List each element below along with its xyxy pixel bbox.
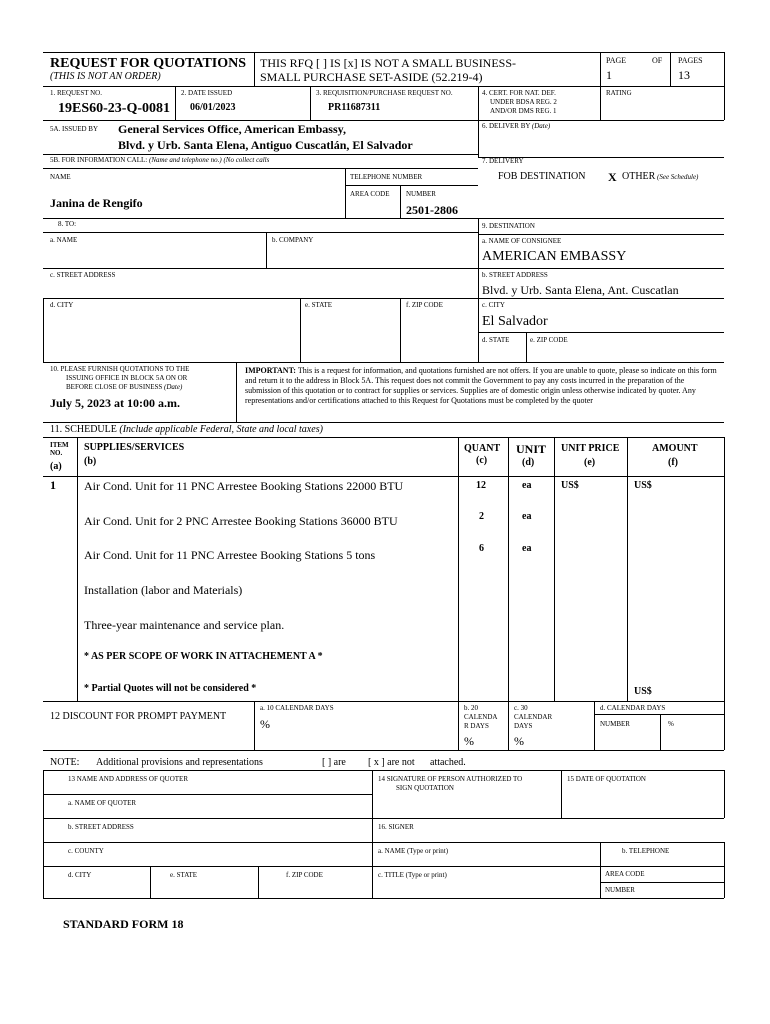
date-issued-label: 2. DATE ISSUED bbox=[181, 89, 233, 97]
destination-street: Blvd. y Urb. Santa Elena, Ant. Cuscatlan bbox=[482, 283, 679, 297]
col-price-header: UNIT PRICE bbox=[561, 443, 620, 454]
form-subtitle: (THIS IS NOT AN ORDER) bbox=[50, 71, 161, 82]
quotation-due-date: July 5, 2023 at 10:00 a.m. bbox=[50, 396, 180, 410]
line-item-qty: 2 bbox=[479, 511, 484, 522]
col-supplies-header: SUPPLIES/SERVICES bbox=[84, 442, 185, 453]
note-are-not: [ x ] are not bbox=[368, 757, 415, 768]
issued-by-line1: General Services Office, American Embassy, bbox=[118, 122, 346, 136]
of-label: OF bbox=[652, 56, 663, 65]
discount-30-pct: % bbox=[514, 734, 524, 748]
rfq-set-aside-line2: SMALL PURCHASE SET-ASIDE (52.219-4) bbox=[260, 70, 483, 84]
rating-label: RATING bbox=[606, 89, 632, 97]
contact-number: 2501-2806 bbox=[406, 203, 458, 217]
discount-20-pct: % bbox=[464, 734, 474, 748]
line-item-unit: ea bbox=[522, 543, 532, 554]
quoter-name-label: a. NAME OF QUOTER bbox=[68, 799, 137, 807]
deliver-by-note: (Date) bbox=[531, 122, 551, 130]
info-name-label: NAME bbox=[50, 173, 71, 181]
furnish-line2: ISSUING OFFICE IN BLOCK 5A ON OR bbox=[66, 374, 188, 382]
form-name: STANDARD FORM 18 bbox=[63, 917, 184, 931]
schedule-note: (Include applicable Federal, State and local taxes) bbox=[119, 424, 323, 435]
delivery-other-note: (See Schedule) bbox=[657, 173, 699, 181]
important-notice bbox=[245, 366, 720, 406]
note-are: [ ] are bbox=[322, 757, 346, 768]
col-price-letter: (e) bbox=[584, 457, 596, 468]
furnish-line3-text: BEFORE CLOSE OF BUSINESS bbox=[66, 383, 163, 391]
total-currency: US$ bbox=[634, 686, 652, 697]
pages-label: PAGES bbox=[678, 56, 703, 65]
furnish-line3-note: (Date) bbox=[164, 383, 183, 391]
telephone-label: TELEPHONE NUMBER bbox=[350, 173, 423, 181]
col-quant-header: QUANT bbox=[464, 443, 501, 454]
discount-days-pct: % bbox=[668, 720, 674, 728]
signature-label-1: 14 SIGNATURE OF PERSON AUTHORIZED TO bbox=[378, 775, 523, 783]
quoter-city-label: d. CITY bbox=[68, 871, 92, 879]
discount-label: 12 DISCOUNT FOR PROMPT PAYMENT bbox=[50, 711, 227, 722]
area-code-label: AREA CODE bbox=[350, 190, 390, 198]
line-item-text: Air Cond. Unit for 11 PNC Arrestee Booking Stations 22000 BTU bbox=[84, 479, 404, 493]
destination-state-label: d. STATE bbox=[482, 336, 510, 344]
scope-note: * AS PER SCOPE OF WORK IN ATTACHEMENT A * bbox=[84, 651, 323, 662]
discount-days-number: NUMBER bbox=[600, 720, 630, 728]
partial-quote-note: * Partial Quotes will not be considered * bbox=[84, 683, 257, 694]
line-item-unit: ea bbox=[522, 480, 532, 491]
cert-label-1: 4. CERT. FOR NAT. DEF. bbox=[482, 89, 556, 97]
contact-name: Janina de Rengifo bbox=[50, 196, 143, 210]
issued-by-label: 5A. ISSUED BY bbox=[50, 125, 99, 133]
signature-label-2: SIGN QUOTATION bbox=[396, 784, 454, 792]
quoter-county-label: c. COUNTY bbox=[68, 847, 104, 855]
col-item-header: ITEM bbox=[50, 441, 69, 449]
furnish-line1: 10. PLEASE FURNISH QUOTATIONS TO THE bbox=[50, 365, 190, 373]
amount-currency: US$ bbox=[634, 480, 652, 491]
line-item-qty: 6 bbox=[479, 543, 484, 554]
important-label: IMPORTANT: bbox=[245, 366, 296, 375]
requisition-label: 3. REQUISITION/PURCHASE REQUEST NO. bbox=[316, 89, 453, 97]
fob-destination: FOB DESTINATION bbox=[498, 171, 586, 182]
note-attached: attached. bbox=[430, 757, 466, 768]
discount-10-days-pct: % bbox=[260, 717, 270, 731]
info-call-label bbox=[50, 157, 269, 164]
signer-area-code-label: AREA CODE bbox=[605, 870, 645, 878]
signer-number-label: NUMBER bbox=[605, 886, 635, 894]
discount-20-line2: CALENDA bbox=[464, 713, 498, 721]
to-street-label: c. STREET ADDRESS bbox=[50, 271, 116, 279]
item-number: 1 bbox=[50, 478, 56, 492]
line-item-text: Air Cond. Unit for 2 PNC Arrestee Booking Stations 36000 BTU bbox=[84, 514, 398, 528]
schedule-title: 11. SCHEDULE bbox=[50, 424, 117, 435]
form-title: REQUEST FOR QUOTATIONS bbox=[50, 56, 247, 71]
destination-label: 9. DESTINATION bbox=[482, 222, 535, 230]
date-issued: 06/01/2023 bbox=[190, 102, 236, 113]
discount-days-label: d. CALENDAR DAYS bbox=[600, 704, 666, 712]
page-label: PAGE bbox=[606, 56, 627, 65]
col-amount-header: AMOUNT bbox=[652, 443, 698, 454]
deliver-by-text: 6. DELIVER BY bbox=[482, 122, 531, 130]
delivery-other-mark: X bbox=[608, 170, 617, 184]
line-item-text: Three-year maintenance and service plan. bbox=[84, 618, 285, 632]
to-state-label: e. STATE bbox=[305, 301, 333, 309]
deliver-by-label bbox=[482, 123, 550, 130]
discount-20-line3: R DAYS bbox=[464, 722, 489, 730]
number-label: NUMBER bbox=[406, 190, 436, 198]
col-item-header-2: NO. bbox=[50, 449, 63, 457]
discount-20-line1: b. 20 bbox=[464, 704, 478, 712]
requisition-no: PR11687311 bbox=[328, 102, 381, 113]
col-amount-letter: (f) bbox=[668, 457, 678, 468]
request-no-label: 1. REQUEST NO. bbox=[50, 89, 102, 97]
destination-street-label: b. STREET ADDRESS bbox=[482, 271, 548, 279]
delivery-other: OTHER bbox=[622, 171, 656, 182]
furnish-line3 bbox=[66, 384, 182, 391]
quoter-label: 13 NAME AND ADDRESS OF QUOTER bbox=[68, 775, 188, 783]
unit-price-currency: US$ bbox=[561, 480, 579, 491]
signer-title-label: c. TITLE (Type or print) bbox=[378, 871, 447, 879]
pages-value: 13 bbox=[678, 68, 690, 82]
delivery-label: 7. DELIVERY bbox=[482, 157, 524, 165]
col-item-letter: (a) bbox=[50, 461, 62, 472]
discount-10-days-label: a. 10 CALENDAR DAYS bbox=[260, 704, 334, 712]
quoter-zip-label: f. ZIP CODE bbox=[286, 871, 323, 879]
to-name-label: a. NAME bbox=[50, 236, 78, 244]
line-item-text: Air Cond. Unit for 11 PNC Arrestee Booking Stations 5 tons bbox=[84, 548, 376, 562]
info-call-text: 5B. FOR INFORMATION CALL: bbox=[50, 156, 148, 164]
discount-30-line3: DAYS bbox=[514, 722, 533, 730]
to-company-label: b. COMPANY bbox=[272, 236, 314, 244]
discount-30-line2: CALENDAR bbox=[514, 713, 553, 721]
line-item-qty: 12 bbox=[476, 480, 486, 491]
to-city-label: d. CITY bbox=[50, 301, 74, 309]
to-zip-label: f. ZIP CODE bbox=[406, 301, 443, 309]
quoter-street-label: b. STREET ADDRESS bbox=[68, 823, 134, 831]
signer-telephone-label: b. TELEPHONE bbox=[622, 847, 670, 855]
page-value: 1 bbox=[606, 68, 612, 82]
col-unit-header: UNIT bbox=[516, 442, 547, 456]
line-item-text: Installation (labor and Materials) bbox=[84, 583, 243, 597]
info-call-note: (Name and telephone no.) (No collect calls bbox=[148, 156, 270, 164]
destination-city-label: c. CITY bbox=[482, 301, 505, 309]
request-no: 19ES60-23-Q-0081 bbox=[58, 101, 170, 116]
signer-name-label: a. NAME (Type or print) bbox=[378, 847, 449, 855]
discount-30-line1: c. 30 bbox=[514, 704, 528, 712]
col-unit-letter: (d) bbox=[522, 457, 535, 468]
col-quant-letter: (c) bbox=[476, 455, 488, 466]
issued-by-line2: Blvd. y Urb. Santa Elena, Antiguo Cuscatlán, El Salvador bbox=[118, 138, 413, 152]
col-supplies-letter: (b) bbox=[84, 456, 97, 467]
cert-label-2: UNDER BDSA REG. 2 bbox=[490, 98, 557, 106]
note-label: NOTE: bbox=[50, 757, 80, 768]
note-text: Additional provisions and representations bbox=[96, 757, 263, 768]
destination-zip-label: e. ZIP CODE bbox=[530, 336, 568, 344]
destination-city: El Salvador bbox=[482, 314, 548, 329]
schedule-label bbox=[50, 425, 323, 435]
consignee-label: a. NAME OF CONSIGNEE bbox=[482, 237, 562, 245]
quoter-state-label: e. STATE bbox=[170, 871, 198, 879]
consignee-name: AMERICAN EMBASSY bbox=[482, 249, 627, 264]
line-item-unit: ea bbox=[522, 511, 532, 522]
rfq-set-aside-line1: THIS RFQ [ ] IS [x] IS NOT A SMALL BUSINESS- bbox=[260, 56, 517, 70]
signer-label: 16. SIGNER bbox=[378, 823, 414, 831]
important-text: This is a request for information, and quotations furnished are not offers. If you are unable to quote, please so indicate on this form and return it to the address in Block 5A. This request does not commit the Government to pay any costs incurred in the preparation of the submission of this quotation or to contract for supplies or services. Supplies are of domestic origin unless otherwise indicated by quoter. Any representations and/or certifications attached to this Request for Quotations must be completed by the quoter bbox=[245, 366, 717, 405]
cert-label-3: AND/OR DMS REG. 1 bbox=[490, 107, 557, 115]
to-label: 8. TO: bbox=[58, 220, 77, 228]
quotation-date-label: 15 DATE OF QUOTATION bbox=[567, 775, 646, 783]
